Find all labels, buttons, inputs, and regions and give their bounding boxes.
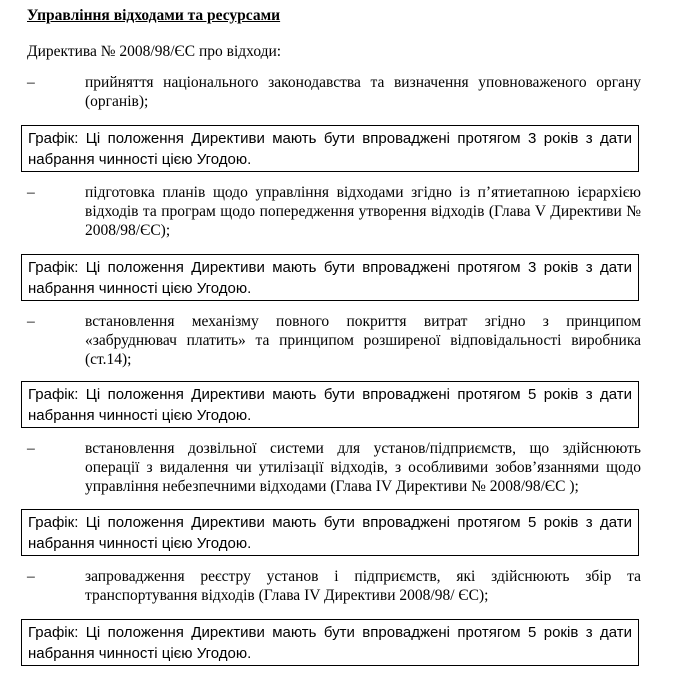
directive-intro: Директива № 2008/98/ЄС про відходи: [27,43,282,60]
list-item [27,312,641,369]
schedule-box: Графік: Ці положення Директиви мають бути впроваджені протягом 5 років з дати набрання чинності цією Угодою. [21,619,639,666]
schedule-box: Графік: Ці положення Директиви мають бути впроваджені протягом 5 років з дати набрання чинності цією Угодою. [21,381,639,428]
list-item-text: встановлення дозвільної системи для установ/підприємств, що здійснюють операції з видалення чи утилізації відходів, з особливими зобов’язаннями щодо управління небезпечними відходами (Глава IV Директиви № 2008/98/ЄС ); [85,440,641,495]
list-dash: – [27,568,35,585]
list-item-text: підготовка планів щодо управління відходами згідно із п’ятиетапною ієрархією відходів та програм щодо попередження утворення відходів (Глава V Директиви № 2008/98/ЄС); [85,184,641,239]
list-dash: – [27,184,35,201]
list-item [27,439,641,496]
list-item [27,73,641,111]
list-dash: – [27,74,35,91]
list-item-text: прийняття національного законодавства та визначення уповноваженого органу (органів); [85,74,641,110]
list-dash: – [27,313,35,330]
list-item [27,567,641,605]
list-dash: – [27,440,35,457]
list-item-text: запровадження реєстру установ і підприємств, які здійснюють збір та транспортування відходів (Глава IV Директиви 2008/98/ ЄС); [85,568,641,604]
schedule-box: Графік: Ці положення Директиви мають бути впроваджені протягом 5 років з дати набрання чинності цією Угодою. [21,509,639,556]
list-item-text: встановлення механізму повного покриття витрат згідно з принципом «забруднювач платить» та принципом розширеної відповідальності виробника (ст.14); [85,313,641,368]
schedule-box: Графік: Ці положення Директиви мають бути впроваджені протягом 3 років з дати набрання чинності цією Угодою. [21,125,639,172]
list-item [27,183,641,240]
schedule-box: Графік: Ці положення Директиви мають бути впроваджені протягом 3 років з дати набрання чинності цією Угодою. [21,254,639,301]
section-heading: Управління відходами та ресурсами [27,7,281,24]
